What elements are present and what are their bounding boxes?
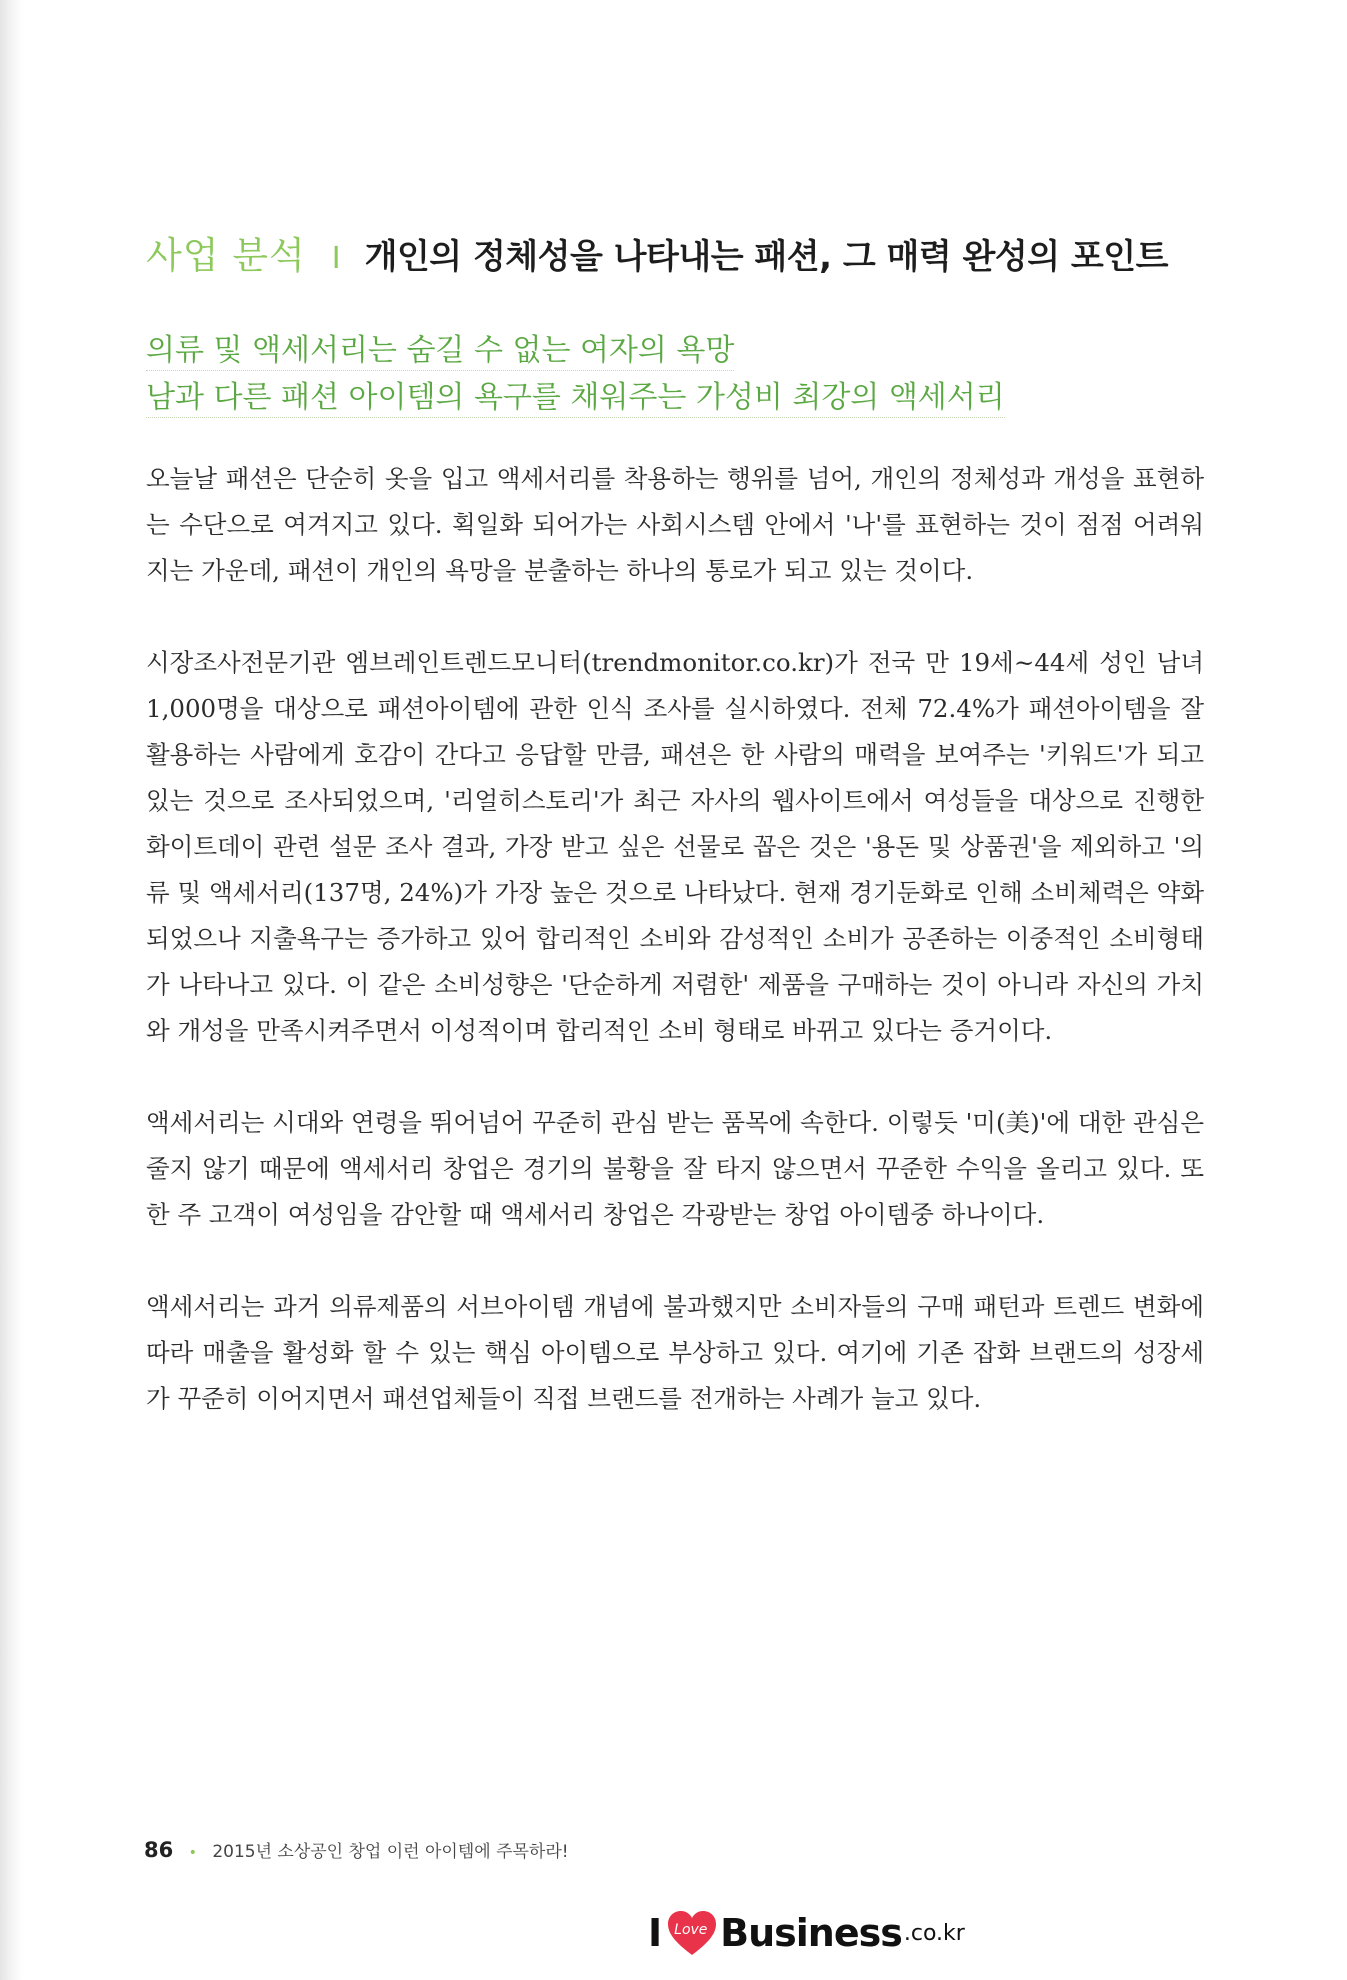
logo-domain: .co.kr — [903, 1920, 965, 1946]
body-paragraph: 액세서리는 시대와 연령을 뛰어넘어 꾸준히 관심 받는 품목에 속한다. 이렇듯 '미(美)'에 대한 관심은 줄지 않기 때문에 액세서리 창업은 경기의 불황을 잘 타지 않으면서 꾸준한 수익을 올리고 있다. 또한 주 고객이 여성임을 감안할 때 액세서리 창업은 각광받는 창업 아이템중 하나이다. — [146, 1108, 1204, 1229]
heart-icon — [666, 1909, 718, 1957]
subheading-line: 의류 및 액세서리는 숨길 수 없는 여자의 욕망 — [146, 327, 1005, 374]
article-body — [146, 456, 1204, 1468]
body-paragraph: 시장조사전문기관 엠브레인트렌드모니터(trendmonitor.co.kr)가 전국 만 19세~44세 성인 남녀 1,000명을 대상으로 패션아이템에 관한 인식 조사를 실시하였다. 전체 72.4%가 패션아이템을 잘 활용하는 사람에게 호감이 간다고 응답할 만큼, 패션은 한 사람의 매력을 보여주는 '키워드'가 되고 있는 것으로 조사되었으며, '리얼히스토리'가 최근 자사의 웹사이트에서 여성들을 대상으로 진행한 화이트데이 관련 설문 조사 결과, 가장 받고 싶은 선물로 꼽은 것은 '용돈 및 상품권'을 제외하고 '의류 및 액세서리(137명, 24%)가 가장 높은 것으로 나타났다. 현재 경기둔화로 인해 소비체력은 약화되었으나 지출욕구는 증가하고 있어 합리적인 소비와 감성적인 소비가 공존하는 이중적인 소비형태가 나타나고 있다. 이 같은 소비성향은 '단순하게 저렴한' 제품을 구매하는 것이 아니라 자신의 가치와 개성을 만족시켜주면서 이성적이며 합리적인 소비 형태로 바뀌고 있다는 증거이다. — [146, 648, 1204, 1045]
page-number: 86 — [144, 1838, 174, 1862]
page-title: 개인의 정체성을 나타내는 패션, 그 매력 완성의 포인트 — [364, 237, 1168, 277]
page-footer — [144, 1837, 569, 1862]
logo-letter: I — [648, 1911, 663, 1955]
body-paragraph: 오늘날 패션은 단순히 옷을 입고 액세서리를 착용하는 행위를 넘어, 개인의 정체성과 개성을 표현하는 수단으로 여겨지고 있다. 획일화 되어가는 사회시스템 안에서 '나'를 표현하는 것이 점점 어려워지는 가운데, 패션이 개인의 욕망을 분출하는 하나의 통로가 되고 있는 것이다. — [146, 464, 1204, 585]
section-label: 사업 분석 — [146, 234, 306, 277]
brand-logo — [648, 1909, 965, 1957]
subheadings — [146, 327, 1005, 421]
page-binding-shadow — [0, 0, 22, 1980]
logo-name: Business — [720, 1911, 902, 1955]
header-separator: I — [331, 241, 341, 276]
publication-title: 2015년 소상공인 창업 이런 아이템에 주목하라! — [212, 1842, 569, 1862]
body-paragraph: 액세서리는 과거 의류제품의 서브아이템 개념에 불과했지만 소비자들의 구매 패턴과 트렌드 변화에 따라 매출을 활성화 할 수 있는 핵심 아이템으로 부상하고 있다. 여기에 기존 잡화 브랜드의 성장세가 꾸준히 이어지면서 패션업체들이 직접 브랜드를 전개하는 사례가 늘고 있다. — [146, 1292, 1204, 1413]
article-header — [146, 225, 1168, 279]
footer-bullet: • — [188, 1845, 197, 1861]
subheading-line: 남과 다른 패션 아이템의 욕구를 채워주는 가성비 최강의 액세서리 — [146, 374, 1005, 421]
logo-heart-text: Love — [674, 1922, 708, 1938]
